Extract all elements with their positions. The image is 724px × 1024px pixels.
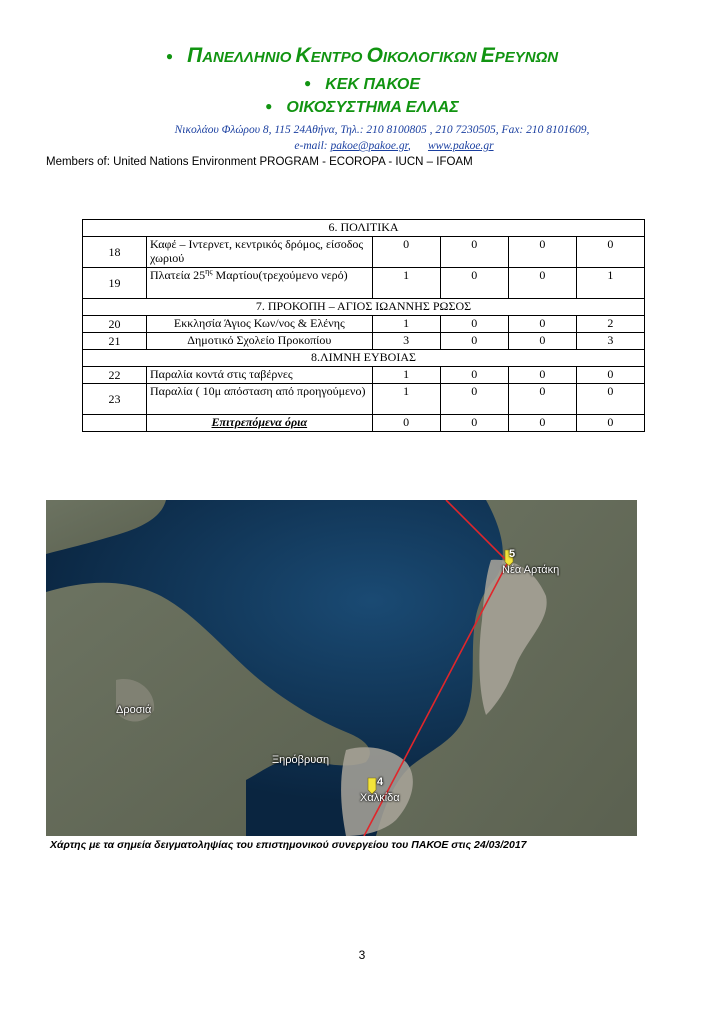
org-word-2: ΕΝΤΡΟ bbox=[310, 49, 367, 66]
empty-cell bbox=[83, 415, 147, 432]
results-table bbox=[82, 219, 645, 432]
sample-location: Παραλία ( 10μ απόσταση από προηγούμενο) bbox=[147, 384, 373, 415]
section-header-row bbox=[83, 350, 645, 367]
table-row bbox=[83, 333, 645, 350]
value-cell: 0 bbox=[508, 367, 576, 384]
ecosystem-title: ΟΙΚΟΣΥΣΤΗΜΑ ΕΛΛΑΣ bbox=[286, 99, 459, 116]
value-cell: 0 bbox=[508, 316, 576, 333]
value-cell: 0 bbox=[508, 384, 576, 415]
value-cell: 1 bbox=[372, 367, 440, 384]
place-chalkida: Χαλκίδα bbox=[360, 792, 400, 804]
kek-title: ΚΕΚ ΠΑΚΟΕ bbox=[325, 76, 421, 93]
section-header-row bbox=[83, 299, 645, 316]
org-initial-e: Ε bbox=[480, 44, 495, 67]
sample-number: 18 bbox=[83, 237, 147, 268]
table-row bbox=[83, 367, 645, 384]
place-drosia: Δροσιά bbox=[116, 704, 152, 716]
value-cell: 0 bbox=[576, 367, 644, 384]
value-cell: 0 bbox=[576, 237, 644, 268]
sample-location: Παραλία κοντά στις ταβέρνες bbox=[147, 367, 373, 384]
value-cell: 1 bbox=[372, 384, 440, 415]
value-cell: 0 bbox=[440, 384, 508, 415]
sample-number: 23 bbox=[83, 384, 147, 415]
org-word-4: ΡΕΥΝΩΝ bbox=[494, 49, 559, 66]
ordinal-suffix: ης bbox=[205, 267, 213, 276]
website-link[interactable]: www.pakoe.gr bbox=[427, 140, 494, 152]
email-link[interactable]: pakoe@pakoe.gr bbox=[330, 140, 408, 152]
value-cell: 0 bbox=[508, 415, 576, 432]
header-line-ecosystem bbox=[0, 99, 724, 117]
value-cell: 0 bbox=[440, 268, 508, 299]
value-cell: 0 bbox=[440, 237, 508, 268]
value-cell: 3 bbox=[576, 333, 644, 350]
org-initial-p: Π bbox=[187, 44, 203, 67]
limits-row bbox=[83, 415, 645, 432]
org-word-1: ΑΝΕΛΛΗΝΙΟ bbox=[202, 49, 296, 66]
org-initial-o: Ο bbox=[366, 44, 383, 67]
value-cell: 0 bbox=[440, 333, 508, 350]
email-label: e-mail: bbox=[294, 140, 331, 152]
sample-number: 19 bbox=[83, 268, 147, 299]
header-line-kek bbox=[0, 76, 724, 94]
address-line: Νικολάου Φλώρου 8, 115 24Αθήνα, Τηλ.: 210 8100805 , 210 7230505, Fax: 210 8101609, bbox=[174, 124, 590, 136]
members-line: Members of: United Nations Environment PROGRAM - ECOROPA - IUCN – IFOAM bbox=[46, 156, 473, 168]
sample-number: 22 bbox=[83, 367, 147, 384]
sample-location: Εκκλησία Άγιος Κων/νος & Ελένης bbox=[147, 316, 373, 333]
marker-4-label: 4 bbox=[377, 776, 384, 788]
org-initial-k: Κ bbox=[295, 44, 311, 67]
place-nea-artaki: Νέα Αρτάκη bbox=[502, 564, 560, 576]
value-cell: 0 bbox=[508, 237, 576, 268]
value-cell: 2 bbox=[576, 316, 644, 333]
value-cell: 0 bbox=[440, 367, 508, 384]
section-header-row bbox=[83, 220, 645, 237]
organization-name bbox=[0, 44, 724, 68]
satellite-image bbox=[46, 500, 637, 836]
value-cell: 0 bbox=[372, 237, 440, 268]
contact-line: e-mail: pakoe@pakoe.gr, www.pakoe.gr bbox=[294, 140, 494, 152]
value-cell: 1 bbox=[372, 316, 440, 333]
page-number: 3 bbox=[358, 948, 366, 962]
value-cell: 0 bbox=[440, 316, 508, 333]
sample-number: 21 bbox=[83, 333, 147, 350]
section-title: 6. ΠΟΛΙΤΙΚΑ bbox=[83, 220, 645, 237]
table-row bbox=[83, 268, 645, 299]
value-cell: 0 bbox=[440, 415, 508, 432]
section-title: 8.ΛΙΜΝΗ ΕΥΒΟΙΑΣ bbox=[83, 350, 645, 367]
bullet-icon: ● bbox=[265, 99, 273, 113]
map-caption: Χάρτης με τα σημεία δειγματοληψίας του επιστημονικού συνεργείου του ΠΑΚΟΕ στις 24/03/2017 bbox=[46, 836, 637, 854]
place-xirovrysi: Ξηρόβρυση bbox=[272, 754, 330, 766]
value-cell: 0 bbox=[372, 415, 440, 432]
table-row bbox=[83, 384, 645, 415]
bullet-icon: ● bbox=[165, 49, 174, 63]
location-text: Πλατεία 25 bbox=[150, 268, 206, 282]
value-cell: 1 bbox=[372, 268, 440, 299]
value-cell: 0 bbox=[576, 415, 644, 432]
bullet-icon: ● bbox=[303, 76, 312, 90]
marker-5-label: 5 bbox=[509, 548, 516, 560]
value-cell: 0 bbox=[508, 333, 576, 350]
value-cell: 0 bbox=[576, 384, 644, 415]
sample-location: Καφέ – Ιντερνετ, κεντρικός δρόμος, είσοδος χωριού bbox=[147, 237, 373, 268]
table-row bbox=[83, 237, 645, 268]
value-cell: 0 bbox=[508, 268, 576, 299]
location-text: Μαρτίου(τρεχούμενο νερό) bbox=[212, 268, 348, 282]
value-cell: 1 bbox=[576, 268, 644, 299]
limits-label: Επιτρεπόμενα όρια bbox=[147, 415, 373, 432]
sample-number: 20 bbox=[83, 316, 147, 333]
section-title: 7. ΠΡΟΚΟΠΗ – ΑΓΙΟΣ ΙΩΑΝΝΗΣ ΡΩΣΟΣ bbox=[83, 299, 645, 316]
sampling-map bbox=[46, 500, 637, 854]
sample-location bbox=[147, 268, 373, 299]
table-row bbox=[83, 316, 645, 333]
sample-location: Δημοτικό Σχολείο Προκοπίου bbox=[147, 333, 373, 350]
value-cell: 3 bbox=[372, 333, 440, 350]
org-word-3: ΙΚΟΛΟΓΙΚΩΝ bbox=[382, 49, 481, 66]
